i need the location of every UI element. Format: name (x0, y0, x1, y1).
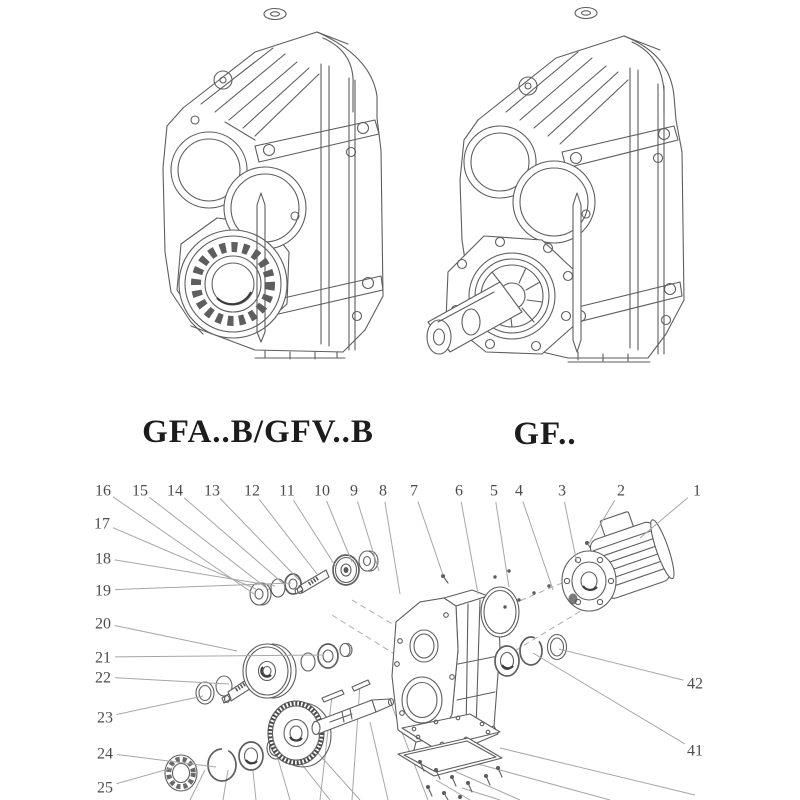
leader-line-10 (327, 501, 352, 562)
callout-12: 12 (244, 482, 260, 500)
part-motor (562, 503, 678, 611)
leader-line-42 (559, 649, 683, 680)
callout-2: 2 (617, 482, 625, 500)
leader-line-20 (115, 626, 237, 652)
callout-22: 22 (95, 669, 111, 687)
part-input-shaft-assembly (250, 551, 378, 605)
leader-line-22 (115, 678, 229, 684)
leader-line-18 (115, 560, 275, 586)
callout-4: 4 (515, 482, 523, 500)
callout-20: 20 (95, 615, 111, 633)
callout-1: 1 (693, 482, 701, 500)
leader-line-8 (385, 502, 400, 594)
callout-9: 9 (350, 482, 358, 500)
callout-10: 10 (314, 482, 330, 500)
callout-14: 14 (167, 482, 183, 500)
exploded-parts-diagram (0, 470, 800, 800)
callout-25: 25 (97, 779, 113, 797)
callout-15: 15 (132, 482, 148, 500)
callout-11: 11 (279, 482, 295, 500)
caption-right-model: GF.. (513, 416, 577, 452)
leader-line-3 (564, 502, 577, 563)
leader-line-7 (418, 501, 443, 575)
leader-line-23 (117, 696, 203, 715)
caption-left-model: GFA..B/GFV..B (142, 414, 374, 450)
leader-line-4 (523, 501, 553, 590)
callout-8: 8 (379, 482, 387, 500)
leader-line-25 (117, 768, 173, 784)
leader-line-12 (259, 500, 317, 575)
callout-17: 17 (94, 515, 110, 533)
hollow-shaft-bearing (179, 230, 287, 338)
leader-line-11 (293, 500, 336, 567)
gearbox-hollow-shaft-drawing (105, 0, 400, 398)
callout-7: 7 (410, 482, 418, 500)
callout-16: 16 (95, 482, 111, 500)
callout-13: 13 (204, 482, 220, 500)
leader-line-41 (533, 653, 685, 744)
leader-line-14 (184, 498, 285, 585)
leader-line-15 (150, 497, 270, 590)
gearbox-solid-shaft-drawing (408, 0, 713, 398)
callout-5: 5 (490, 482, 498, 500)
leader-line-6 (461, 502, 478, 594)
leader-line-5 (496, 502, 509, 587)
callout-18: 18 (95, 550, 111, 568)
leader-line-1 (640, 498, 688, 538)
callout-19: 19 (95, 582, 111, 600)
callout-23: 23 (97, 709, 113, 727)
callout-41: 41 (687, 742, 703, 760)
callout-3: 3 (558, 482, 566, 500)
callout-6: 6 (455, 482, 463, 500)
part-gasket-cover (398, 714, 502, 800)
callout-42: 42 (687, 675, 703, 693)
callout-24: 24 (97, 745, 113, 763)
callout-21: 21 (95, 649, 111, 667)
